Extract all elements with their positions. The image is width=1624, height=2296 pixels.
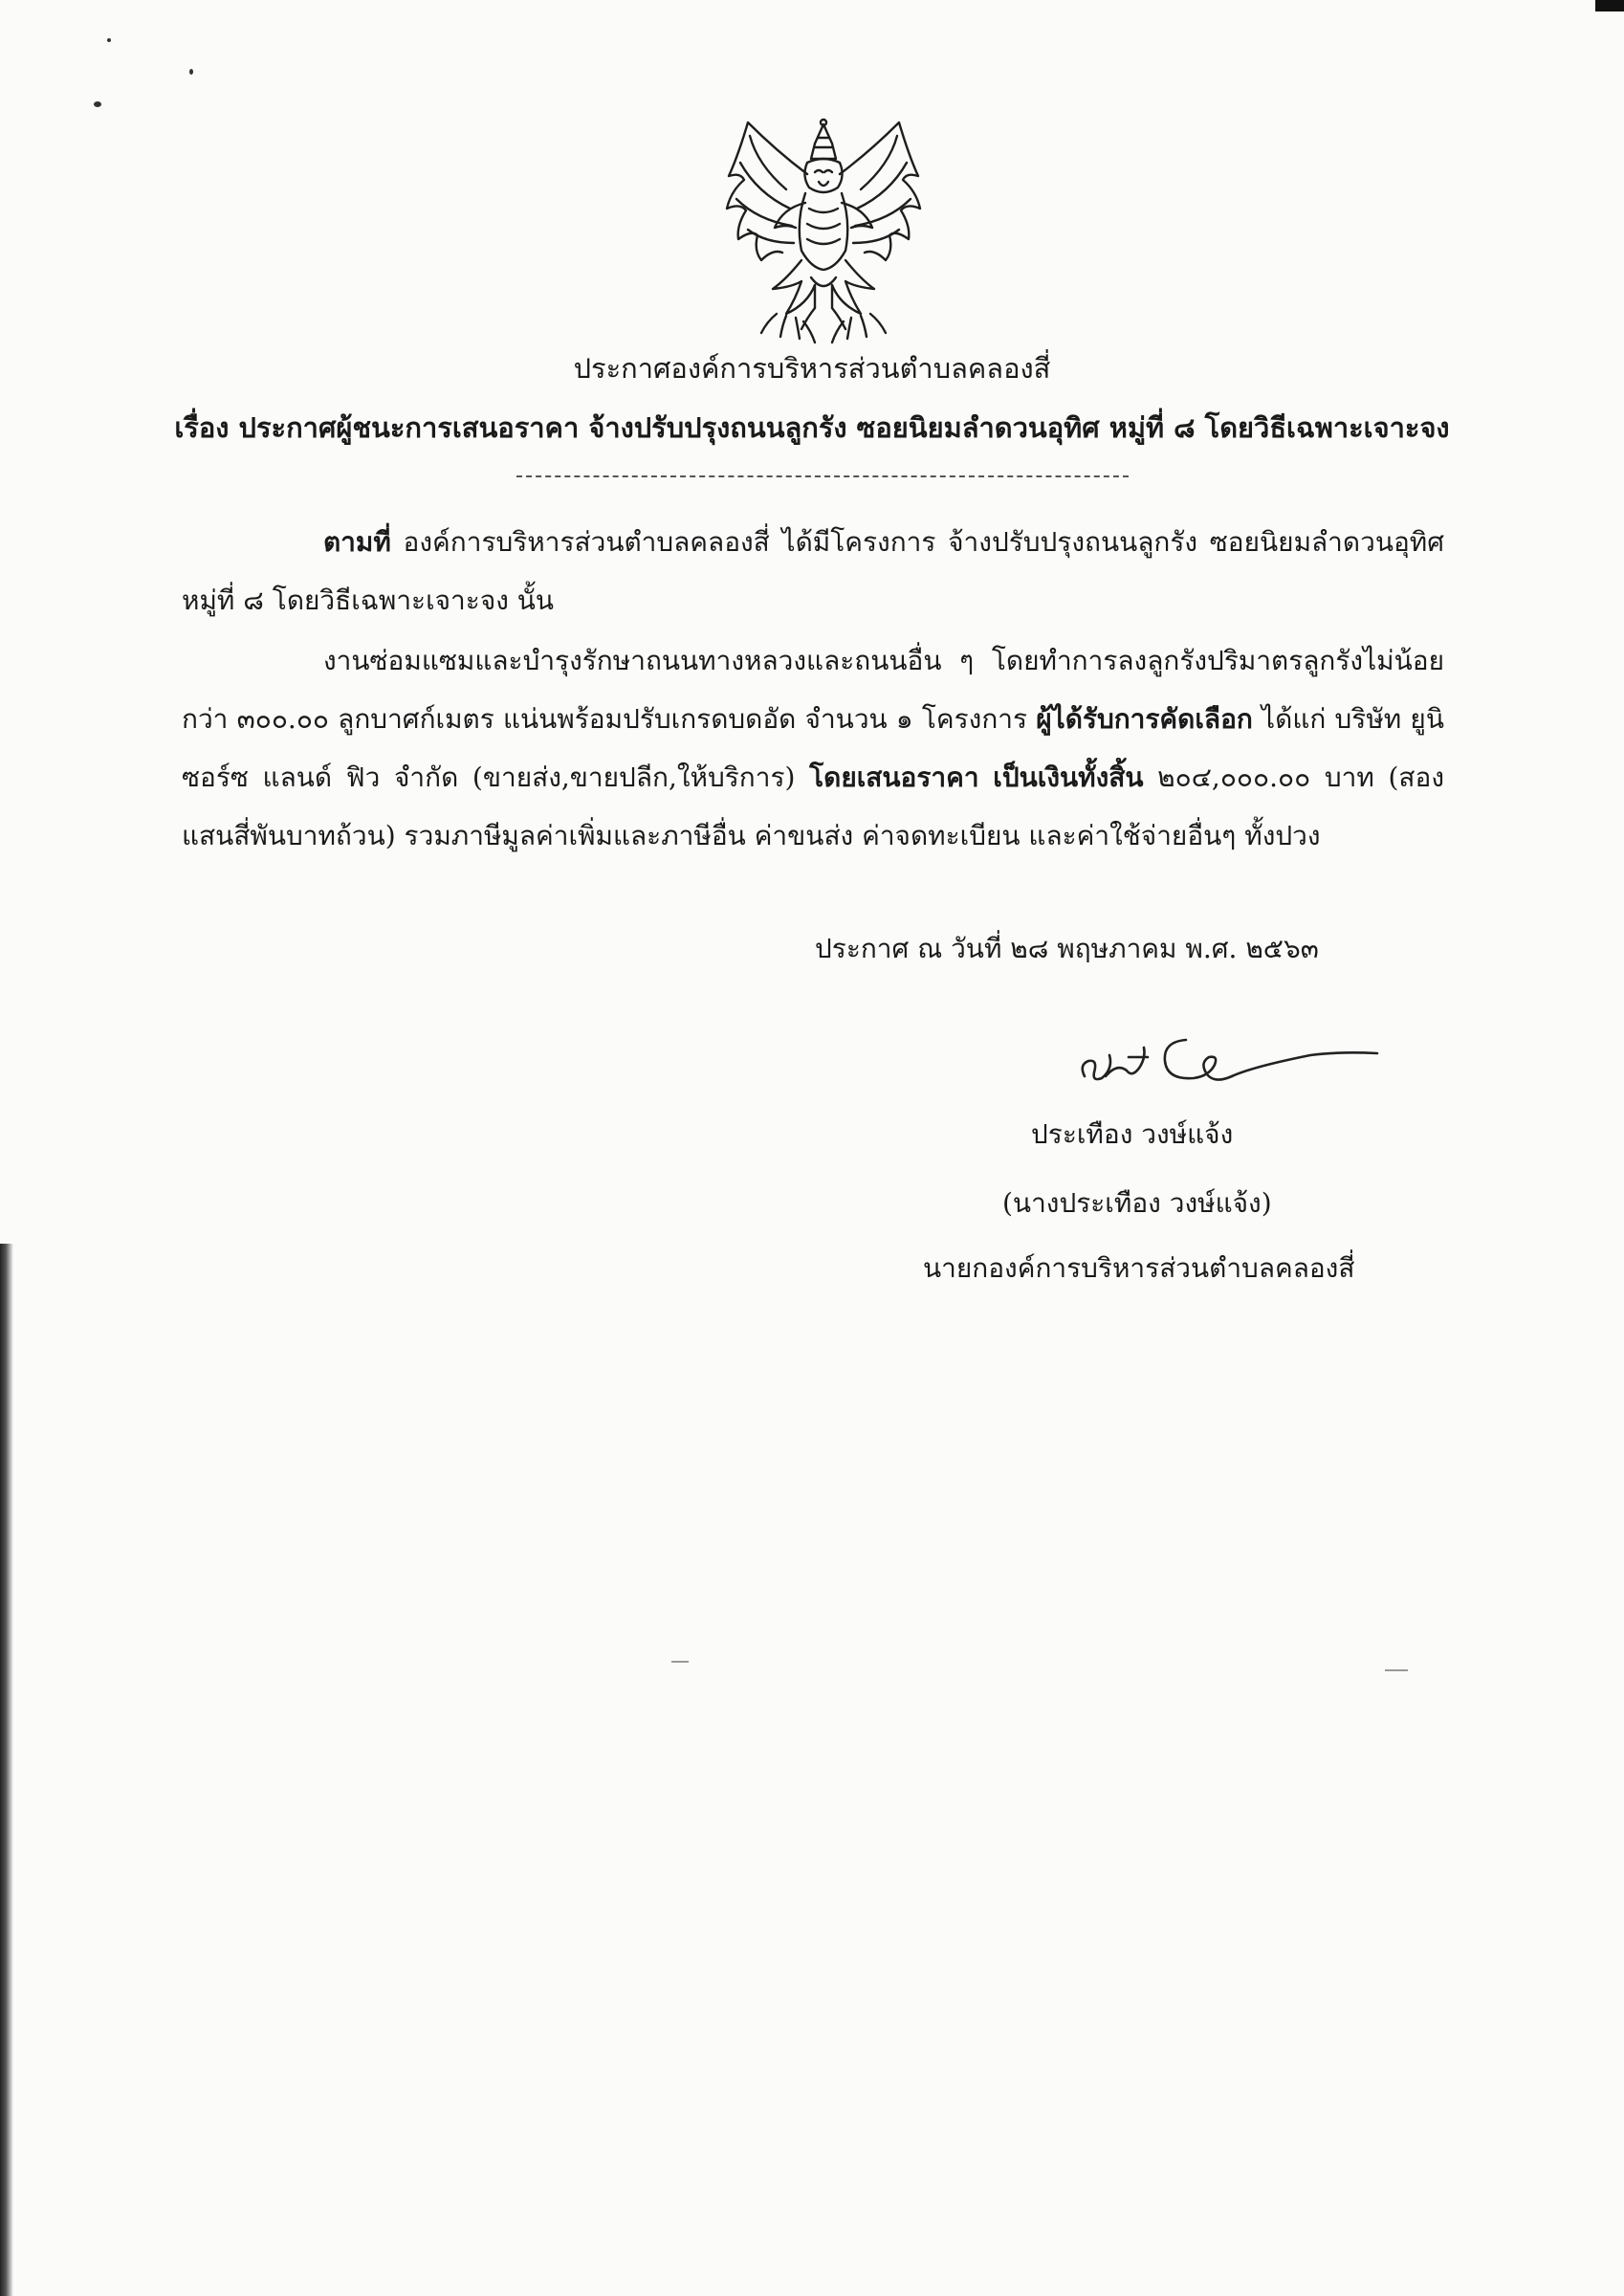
details-bid-label: โดยเสนอราคา	[809, 762, 979, 793]
handwritten-signature	[1071, 1019, 1387, 1105]
signer-full-name: (นางประเทือง วงษ์แจ้ง)	[1002, 1187, 1272, 1219]
details-text-c: ได้แก่ บริษัท ยูนิซอร์ซ แลนด์ ฟิว จำกัด (ขายส่ง,ขายปลีก,ให้บริการ)	[182, 703, 1444, 793]
scan-edge-shadow	[0, 1244, 13, 2296]
announcement-subject: เรื่อง ประกาศผู้ชนะการเสนอราคา จ้างปรับปรุงถนนลูกรัง ซอยนิยมลำดวนอุทิศ หมู่ที่ ๘ โดยวิธีเฉพาะเจาะจง	[174, 411, 1450, 444]
details-selected-label: ผู้ได้รับการคัดเลือก	[1036, 703, 1253, 735]
paragraph-details	[182, 631, 1444, 865]
scan-speck	[107, 38, 111, 42]
scan-mark	[1385, 1669, 1408, 1671]
signer-position: นายกองค์การบริหารส่วนตำบลคลองสี่	[923, 1252, 1355, 1284]
scan-corner-mark	[1595, 0, 1624, 11]
scan-speck	[94, 101, 101, 107]
announcement-date: ประกาศ ณ วันที่ ๒๘ พฤษภาคม พ.ศ. ๒๕๖๓	[815, 933, 1319, 964]
garuda-emblem-icon	[719, 117, 928, 346]
details-text-e	[979, 762, 994, 793]
paragraph-intro-lead: ตามที่	[323, 526, 391, 558]
details-total-label: เป็นเงินทั้งสิ้น	[993, 762, 1144, 793]
details-text-g: ๒๐๔,๐๐๐.๐๐ บาท (สองแสนสี่พันบาทถ้วน) รวมภาษีมูลค่าเพิ่มและภาษีอื่น ค่าขนส่ง ค่าจดทะเบียน และค่าใช้จ่ายอื่นๆ ทั้งปวง	[182, 762, 1444, 851]
scan-speck	[189, 69, 193, 75]
scan-mark	[671, 1661, 689, 1663]
dashed-divider	[516, 475, 1129, 477]
organization-title: ประกาศองค์การบริหารส่วนตำบลคลองสี่	[573, 352, 1051, 385]
paragraph-intro	[182, 513, 1444, 629]
paragraph-intro-text: องค์การบริหารส่วนตำบลคลองสี่ ได้มีโครงการ จ้างปรับปรุงถนนลูกรัง ซอยนิยมลำดวนอุทิศ หมู่ที่ ๘ โดยวิธีเฉพาะเจาะจง นั้น	[182, 526, 1444, 616]
signer-name: ประเทือง วงษ์แจ้ง	[1031, 1118, 1234, 1150]
details-text-a: งานซ่อมแซมและบำรุงรักษาถนนทางหลวงและถนนอื่น ๆ โดยทำการลงลูกรังปริมาตรลูกรังไม่น้อยกว่า ๓๐๐.๐๐ ลูกบาศก์เมตร แน่นพร้อมปรับเกรดบดอัด จำนวน ๑ โครงการ	[182, 645, 1444, 735]
